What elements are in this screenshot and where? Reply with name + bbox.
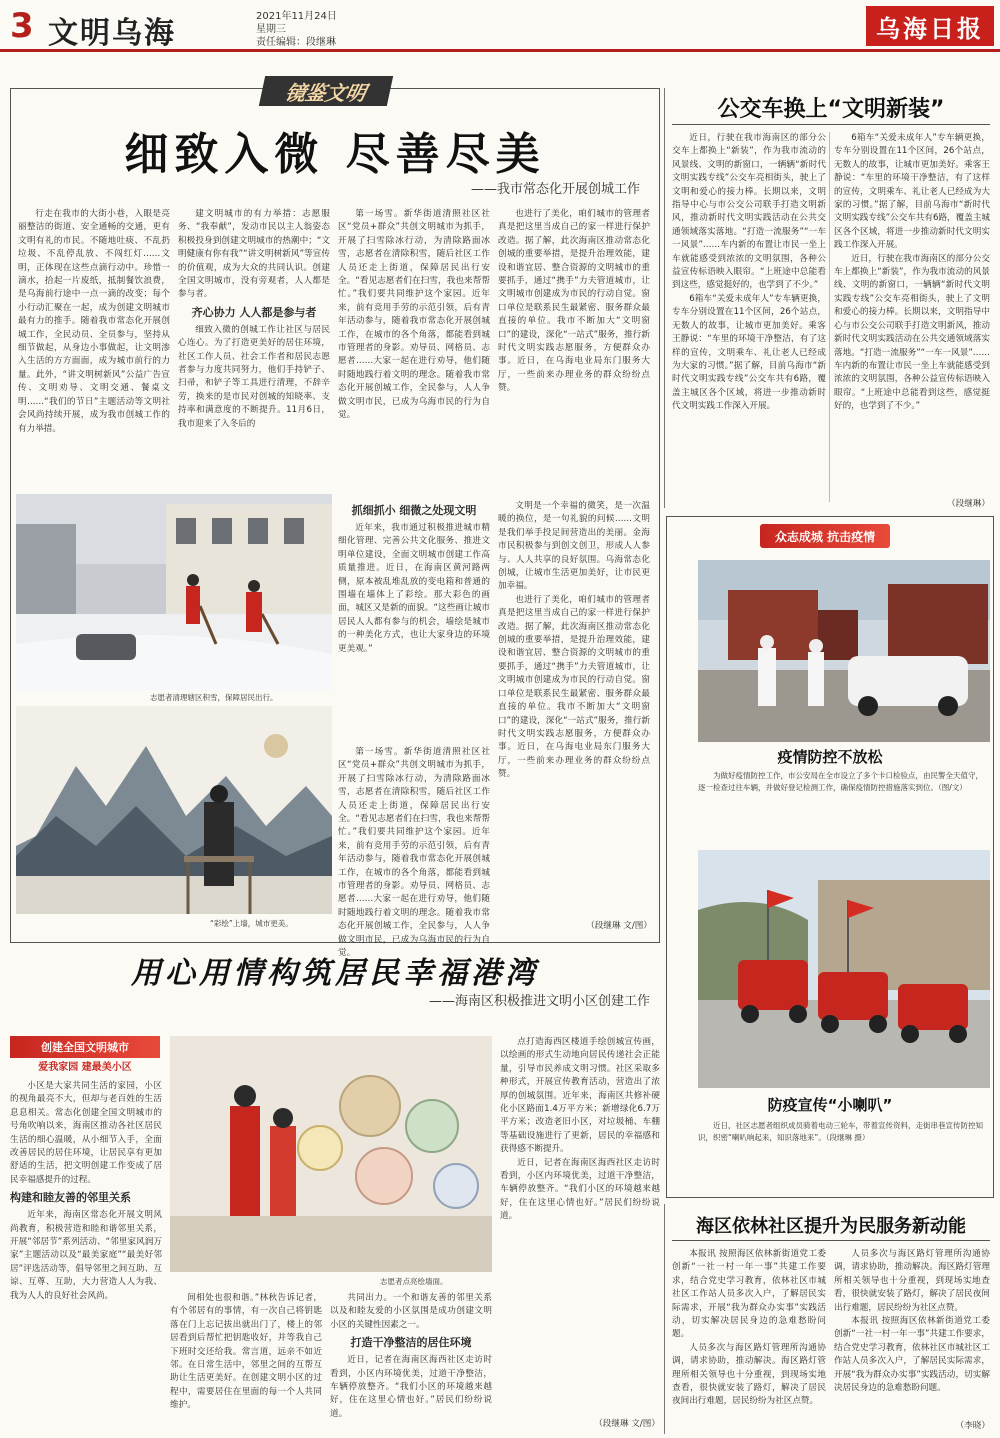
community-subtitle: ——海南区积极推进文明小区创建工作 xyxy=(428,994,650,1009)
bus-column-2: 6箱车“关爱未成年人”专车辆更换，专车分别设置在11个区间，26个站点，无数人的故事，让城市更加美好。乘客王静说：“车里的环境干净整洁，有了这样的宣传，文明乘车、礼让老人已经成为大家的习惯。”据了解，目前乌海市“新时代文明实践专线”公交车共有6路，覆盖主城区各个区域，将进一步推动新时代文明实践工作深入开展。 近日，行驶在我市海南区的部分公交车上都换上“新装”，作为我市流动的风景线、文明的新窗口，一辆辆“新时代文明实践专线”公交车亮相街头，驶上了文明和爱心的接力棒。长期以来，文明指导中心与市公交公司联手打造文明新风，推动新时代文明实践活动在公共交通领域落实落地。“打造一流服务”“一车一风景”……车内新的布置让市民一坐上车就能感受到浓浓的文明氛围，各种公益宣传标语映入眼帘。“上班途中总能看到这些，感觉挺好的，也学到了不少。” xyxy=(834,133,991,412)
column-divider-lower xyxy=(664,1204,665,1434)
epidemic-photo-checkpoint xyxy=(698,560,990,742)
community-photo-caption: 志愿者点亮绘墙面。 xyxy=(380,1277,448,1286)
snow-clearing-image xyxy=(16,494,332,690)
bus-title: 公交车换上“文明新装” xyxy=(717,97,945,122)
feature-column-5: 抓细抓小 细微之处现文明 近年来，我市通过积极推进城市精细化管理、完善公共文化服务、推进文明单位建设，全面文明城市创建工作高质量推进。近日，在海南区黄河路两侧，原本被乱堆乱放的变电箱和普通的围墙在墙体上了彩绘。那大彩色的画面，城区又是新的面貌。“这些画让城市居民人人都有参与的机会，墙绘是城市的一种美化方式，也让大家身边的环境更美观。” xyxy=(338,504,490,654)
epidemic-photo2-title: 防疫宣传“小喇叭” xyxy=(767,1096,893,1114)
community-subhead-2: 打造干净整洁的居住环境 xyxy=(350,1336,472,1350)
bus-column-1: 近日，行驶在我市海南区的部分公交车上都换上“新装”，作为我市流动的风景线、文明的新窗口，一辆辆“新时代文明实践专线”公交车亮相街头，驶上了文明和爱心的接力棒。长期以来，文明指导中心与市公交公司联手打造文明新风，推动新时代文明实践活动在公共交通领域落实落地。“打造一流服务”“一车一风景”……车内新的布置让市民一坐上车就能感受到浓浓的文明氛围，各种公益宣传标语映入眼帘。“上班途中总能看到这些，感觉挺好的，也学到了不少。” 6箱车“关爱未成年人”专车辆更换，专车分别设置在11个区间，26个站点，无数人的故事，让城市更加美好。乘客王静说：“车里的环境干净整洁，有了这样的宣传，文明乘车、礼让老人已经成为大家的习惯。”据了解，目前乌海市“新时代文明实践专线”公交车共有6路，覆盖主城区各个区域，将进一步推动新时代文明实践工作深入开展。 xyxy=(672,133,826,412)
mural-painting-image xyxy=(16,706,332,914)
community-photo xyxy=(170,1036,492,1272)
community-column-4: 点打造海西区楼道手绘创城宣传画，以绘画的形式生动地向居民传递社会正能量，引导市民养成文明习惯。社区采取多种形式，开展宣传教育活动，营造出了浓厚的创城氛围。近年来，海南区共修补硬化小区路面1.4万平方米；新增绿化6.7万平方米；改造老旧小区，对垃圾桶、车棚等基础设施进行了更新，居民的幸福感和获得感不断提升。 近日，记者在海南区海西社区走访时看到，小区内环境优美，过道干净整洁，车辆停放整齐。“我们小区的环境越来越好，住在这里心情也好。”居民们纷纷说道。 xyxy=(500,1037,660,1222)
forest-title-rule xyxy=(672,1240,990,1241)
feature-photo-mural-caption: “彩绘”上墙，城市更美。 xyxy=(210,919,293,928)
bus-column-divider xyxy=(829,132,830,502)
feature-column-3: 第一场雪。新华街道清照社区社区“党员+群众”共创文明城市为抓手，开展了扫雪除冰行动，为清除路面冰雪，志愿者在清除积雪，随后社区工作人员还走上街道，保障居民出行安全。“看见志愿者们在扫雪，我也来帮帮忙。”我们要共同维护这个家园。近年来，前有竞用手劳的示范引领，后有青年活动参与，随着我市常态化开展创城工作，在城市的各个角落，都能看到城市管理者的身影。劝导员、网格员、志愿者……大家一起在进行劝导，他们随时随地践行着文明的理念。随着我市常态化开展创城工作，全民参与，人人争做文明市民，已成为乌海市民的行为自觉。 xyxy=(338,209,490,421)
column-divider xyxy=(664,88,665,508)
feature-photo-mural xyxy=(16,706,332,914)
feature-photo-snow xyxy=(16,494,332,690)
paper-logo: 乌海日报 xyxy=(866,6,994,46)
community-column-2: 间相处也很和谐。”林秋告诉记者，有个邻居有的事情，有一次自己将钥匙落在门上忘记拔出就出门了，楼上的邻居看到后帮忙把钥匙收好，并等我自己下班时交还给我。常言道，远亲不如近邻。在日常生活中，邻里之间的互帮互助让生活更美好。在创建文明小区的过程中，需要居住在里面的每一个人共同维护。 xyxy=(170,1293,322,1411)
community-column-1: 小区是大家共同生活的家园，小区的视角最亮不大，但却与老百姓的生活息息相关。常态化创建全国文明城市的号角吹响以来，海南区推动各社区居民生活的细心温暖，从小细节入手，全面改善居民的居住环境，让居民享有更加舒适的生活，把文明创建工作变成了居民幸福感提升的过程。 构建和睦友善的邻里关系 近年来，海南区常态化开展文明风尚教育，积极营造和睦和谐邻里关系，开展“邻居节”系列活动、“邻里家风润万家”主题活动以及“最美家庭”“最美好邻居”评选活动等，倡导邻里之间互助、互谅、互尊、互助，大力营造人人为我、我为人人的良好社会风尚。 xyxy=(10,1081,162,1301)
feature-column-1: 行走在我市的大街小巷，入眼是亮丽整洁的街道、安全通畅的交通，更有文明有礼的市民。不随地吐痰、不乱扔垃圾、不乱停乱放、不闯红灯……文明，正体现在这些点滴行动中。珍惜一滴水，拾起一片废纸，抵制餐饮浪费，是乌海前行途中一点一滴的改变；每个小行动汇聚在一起，成为创建文明城市最有力的推手。随着我市常态化开展创城工作，全民动员、全员参与，坚持从细节做起，从身边小事做起，让文明渗入生活的方方面面，成为城市前行的力量。此外，“讲文明树新风”公益广告宣传、文明劝导、文明交通、餐桌文明……“我们的节日”主题活动等文明社会风尚持续开展，成为我市创城工作的有力举措。 xyxy=(18,209,170,434)
forest-title: 海区依林社区提升为民服务新动能 xyxy=(696,1216,966,1237)
issue-date: 2021年11月24日 xyxy=(256,11,337,22)
bus-byline: （段继琳） xyxy=(947,499,990,509)
feature-column-6: 文明是一个幸福的微笑，是一次温暖的换位，是一句礼貌的问候……文明是我们举手投足间营造出的美丽。金海市民积极参与到创文创卫，形成人人参与、人人共享的良好氛围。乌海常态化创城，让城市生活更加美好，让市民更加幸福。 也进行了美化，咱们城市的管理者真是把这里当成自己的家一样进行保护改造。据了解，此次海南区推动常态化创城的重要举措，是提升治理效能，建设和谐宜居、整合资源的文明城市的重要抓手，通过“携手”力夫管道城市，让文明城市创建成为市民的行动自觉。窗口单位是联系民生最紧密、服务群众最直接的单位。我市不断加大“文明窗口”的建设，深化“一站式”服务，推行新时代文明实践志愿服务，方便群众办事。近日，在乌海电业局东门服务大厅，一些前来办理业务的群众纷纷点赞。 xyxy=(498,501,650,780)
feature-column-2: 建文明城市的有力举措：志愿服务、“我奉献”，发动市民以主人翁姿态积极投身到创建文明城市的热潮中；“文明健康有你有我”“讲文明树新风”等宣传的价值观，成为大众的共同认识。创建全国文明城市，没有旁观者，人人都是参与者。 齐心协力 人人都是参与者 细致入微的创城工作让社区与居民心连心。为了打造更美好的居住环境，社区工作人员、社会工作者和居民志愿者参与力度共同努力，他们手持铲子、扫帚，和铲子等工具进行清理，不辞辛劳，换来的是市民对创城的知晓率、支持率和满意度的不断提升。11月6日，我市迎来了入冬后的 xyxy=(178,209,330,429)
masthead xyxy=(0,0,1000,52)
issue-weekday: 星期三 xyxy=(256,24,286,35)
feature-photo-snow-caption: 志愿者清理辖区积雪，保障居民出行。 xyxy=(150,693,278,702)
epidemic-photo1-title: 疫情防控不放松 xyxy=(777,748,883,766)
forest-byline: （李晓） xyxy=(955,1421,990,1431)
feature-tag: 镜鉴文明 xyxy=(259,76,393,106)
wall-art-image xyxy=(170,1036,492,1272)
issue-meta xyxy=(256,10,337,49)
feature-byline: （段继琳 文/图） xyxy=(586,921,652,931)
community-badge-line1: 创建全国文明城市 xyxy=(10,1036,160,1058)
epidemic-photo-loudspeaker xyxy=(698,850,990,1088)
feature-title: 细致入微 尽善尽美 xyxy=(124,129,546,180)
feature-subtitle: ——我市常态化开展创城工作 xyxy=(470,182,640,197)
loudspeaker-tricycle-image xyxy=(698,850,990,1088)
community-title: 用心用情构筑居民幸福港湾 xyxy=(131,956,539,991)
community-badge-line2: 爱我家园 建最美小区 xyxy=(38,1062,132,1073)
community-subhead-1: 构建和睦友善的邻里关系 xyxy=(10,1191,131,1205)
epidemic-photo1-caption: 为做好疫情防控工作，市公安局在全市设立了多个卡口检验点，由民警全天值守，逐一检查过往车辆，并做好登记检测工作，确保疫情防控措施落实到位。（图/文） xyxy=(698,771,983,792)
feature-subhead-2: 抓细抓小 细微之处现文明 xyxy=(351,504,477,517)
page-number: 3 xyxy=(10,6,34,46)
community-byline: （段继琳 文/图） xyxy=(594,1419,660,1429)
section-title: 文明乌海 xyxy=(48,16,176,51)
bus-title-rule xyxy=(672,124,990,125)
issue-editor: 责任编辑：段继琳 xyxy=(256,37,336,48)
epidemic-photo2-caption: 近日，社区志愿者组织成员骑着电动三轮车，带着宣传资料，走街串巷宣传防控知识，织密“喇叭响起来，知识落地来”。（段继琳 摄） xyxy=(698,1121,983,1142)
feature-subhead-1: 齐心协力 人人都是参与者 xyxy=(191,305,317,319)
community-badge xyxy=(10,1036,160,1076)
forest-column-2: 人员多次与海区路灯管理所沟通协调，请求协助，推动解决。海区路灯管理所相关领导也十分重视，到现场实地查看，很快就安装了路灯，解决了居民夜间出行难题，居民纷纷为社区点赞。 本报讯 按照海区依林新街道党工委创新“一社一村一年一事”共建工作要求，结合党史学习教育，依林社区市城社区工作站人员多次入户，了解居民实际需求，开展“我为群众办实事”实践活动，切实解决居民身边的急难愁盼问题。 xyxy=(834,1249,990,1394)
community-column-3: 共同出力。一个和谐友善的邻里关系以及和睦友爱的小区氛围是成功创建文明小区的关键性因素之一。 打造干净整洁的居住环境 近日，记者在海南区海西社区走访时看到，小区内环境优美，过道干净整洁，车辆停放整齐。“我们小区的环境越来越好，住在这里心情也好。”居民们纷纷说道。 xyxy=(330,1293,492,1419)
feature-column-5b: 第一场雪。新华街道清照社区社区“党员+群众”共创文明城市为抓手，开展了扫雪除冰行动，为清除路面冰雪，志愿者在清除积雪，随后社区工作人员还走上街道，保障居民出行安全。“看见志愿者们在扫雪，我也来帮帮忙。”我们要共同维护这个家园。近年来，前有竞用手劳的示范引领，后有青年活动参与，随着我市常态化开展创城工作，在城市的各个角落，都能看到城市管理者的身影。劝导员、网格员、志愿者……大家一起在进行劝导，他们随时随地践行着文明的理念。随着我市常态化开展创城工作，全民参与，人人争做文明市民，已成为乌海市民的行为自觉。 xyxy=(338,747,490,959)
forest-column-1: 本报讯 按照海区依林新街道党工委创新“一社一村一年一事”共建工作要求，结合党史学习教育，依林社区市城社区工作站人员多次入户，了解居民实际需求，开展“我为群众办实事”实践活动，切实解决居民身边的急难愁盼问题。 人员多次与海区路灯管理所沟通协调，请求协助，推动解决。海区路灯管理所相关领导也十分重视，到现场实地查看，很快就安装了路灯，解决了居民夜间出行难题，居民纷纷为社区点赞。 xyxy=(672,1249,826,1407)
checkpoint-image xyxy=(698,560,990,742)
epidemic-badge: 众志成城 抗击疫情 xyxy=(760,524,890,548)
feature-column-4: 也进行了美化，咱们城市的管理者真是把这里当成自己的家一样进行保护改造。据了解，此次海南区推动常态化创城的重要举措，是提升治理效能，建设和谐宜居、整合资源的文明城市的重要抓手，通过“携手”力夫管道城市，让文明城市创建成为市民的行动自觉。窗口单位是联系民生最紧密、服务群众最直接的单位。我市不断加大“文明窗口”的建设，深化“一站式”服务，推行新时代文明实践志愿服务，方便群众办事。近日，在乌海电业局东门服务大厅，一些前来办理业务的群众纷纷点赞。 xyxy=(498,209,650,394)
